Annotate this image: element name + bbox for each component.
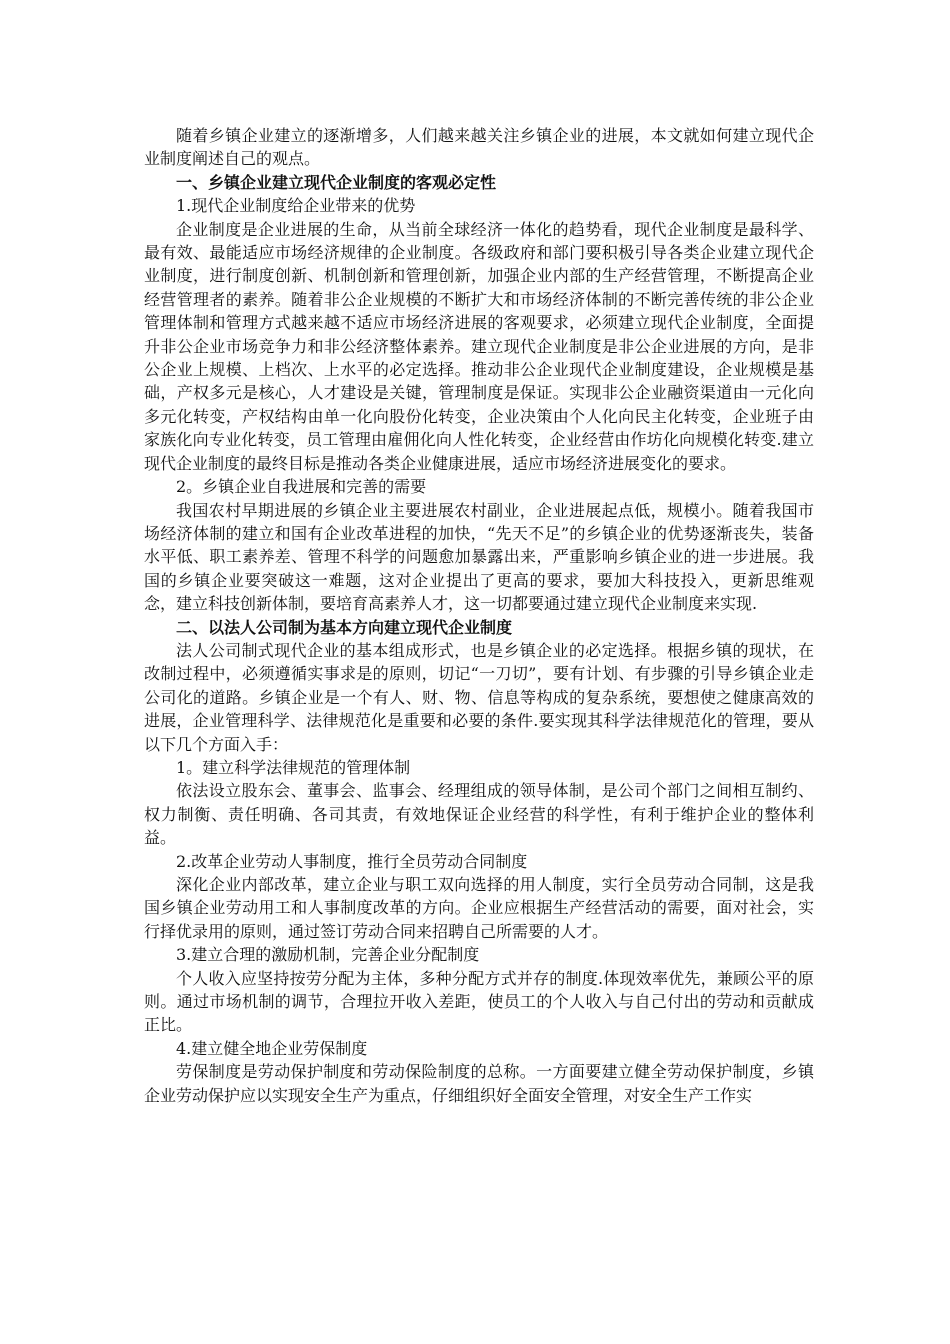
subsection-2-4-heading: 4.建立健全地企业劳保制度	[176, 1038, 368, 1058]
subsection-1-1-body: 企业制度是企业进展的生命，从当前全球经济一体化的趋势看，现代企业制度是最科学、最有效、最能适应市场经济规律的企业制度。各级政府和部门要积极引导各类企业建立现代企业制度，进行制度创新、机制创新和管理创新，加强企业内部的生产经营管理，不断提高企业经营管理者的素养。随着非公企业规模的不断扩大和市场经济体制的不断完善传统的非公企业管理体制和管理方式越来越不适应市场经济进展的客观要求，必须建立现代企业制度，全面提升非公企业市场竞争力和非公经济整体素养。建立现代企业制度是非公企业进展的方向，是非公企业上规模、上档次、上水平的必定选择。推动非公企业现代企业制度建设，企业规模是基础，产权多元是核心，人才建设是关键，管理制度是保证。实现非公企业融资渠道由一元化向多元化转变，产权结构由单一化向股份化转变，企业决策由个人化向民主化转变，企业班子由家族化向专业化转变，员工管理由雇佣化向人性化转变，企业经营由作坊化向规模化转变.建立现代企业制度的最终目标是推动各类企业健康进展，适应市场经济进展变化的要求。	[144, 219, 814, 473]
section-2-body: 法人公司制式现代企业的基本组成形式，也是乡镇企业的必定选择。根据乡镇的现状，在改制过程中，必须遵循实事求是的原则，切记“一刀切”，要有计划、有步骤的引导乡镇企业走公司化的道路。乡镇企业是一个有人、财、物、信息等构成的复杂系统，要想使之健康高效的进展，企业管理科学、法律规范化是重要和必要的条件.要实现其科学法律规范化的管理，要从以下几个方面入手：	[144, 640, 814, 754]
subsection-2-1-heading: 1。建立科学法律规范的管理体制	[176, 757, 411, 777]
subsection-2-3-heading: 3.建立合理的激励机制，完善企业分配制度	[176, 945, 480, 965]
intro-paragraph: 随着乡镇企业建立的逐渐增多，人们越来越关注乡镇企业的进展，本文就如何建立现代企业制度阐述自己的观点。	[144, 126, 814, 169]
section-2-heading: 二、以法人公司制为基本方向建立现代企业制度	[176, 617, 513, 637]
subsection-2-2-heading: 2.改革企业劳动人事制度，推行全员劳动合同制度	[176, 851, 528, 871]
subsection-2-4-body: 劳保制度是劳动保护制度和劳动保险制度的总称。一方面要建立健全劳动保护制度，乡镇企业劳动保护应以实现安全生产为重点，仔细组织好全面安全管理，对安全生产工作实	[144, 1062, 814, 1105]
subsection-2-3-body: 个人收入应坚持按劳分配为主体，多种分配方式并存的制度.体现效率优先，兼顾公平的原则。通过市场机制的调节，合理拉开收入差距，使员工的个人收入与自己付出的劳动和贡献成正比。	[144, 968, 814, 1035]
subsection-1-1-heading: 1.现代企业制度给企业带来的优势	[176, 196, 416, 216]
subsection-1-2-heading: 2。乡镇企业自我进展和完善的需要	[176, 477, 427, 497]
section-1-heading: 一、乡镇企业建立现代企业制度的客观必定性	[176, 172, 497, 192]
subsection-2-1-body: 依法设立股东会、董事会、监事会、经理组成的领导体制，是公司个部门之间相互制约、权力制衡、责任明确、各司其责，有效地保证企业经营的科学性，有利于维护企业的整体利益。	[144, 781, 814, 848]
subsection-2-2-body: 深化企业内部改革，建立企业与职工双向选择的用人制度，实行全员劳动合同制，这是我国乡镇企业劳动用工和人事制度改革的方向。企业应根据生产经营活动的需要，面对社会，实行择优录用的原则，通过签订劳动合同来招聘自己所需要的人才。	[144, 875, 814, 941]
document-body	[144, 124, 814, 1107]
subsection-1-2-body: 我国农村早期进展的乡镇企业主要进展农村副业，企业进展起点低，规模小。随着我国市场经济体制的建立和国有企业改革进程的加快，“先天不足”的乡镇企业的优势逐渐丧失，装备水平低、职工素养差、管理不科学的问题愈加暴露出来，严重影响乡镇企业的进一步进展。我国的乡镇企业要突破这一难题，这对企业提出了更高的要求，要加大科技投入，更新思维观念，建立科技创新体制，要培育高素养人才，这一切都要通过建立现代企业制度来实现.	[144, 500, 814, 614]
